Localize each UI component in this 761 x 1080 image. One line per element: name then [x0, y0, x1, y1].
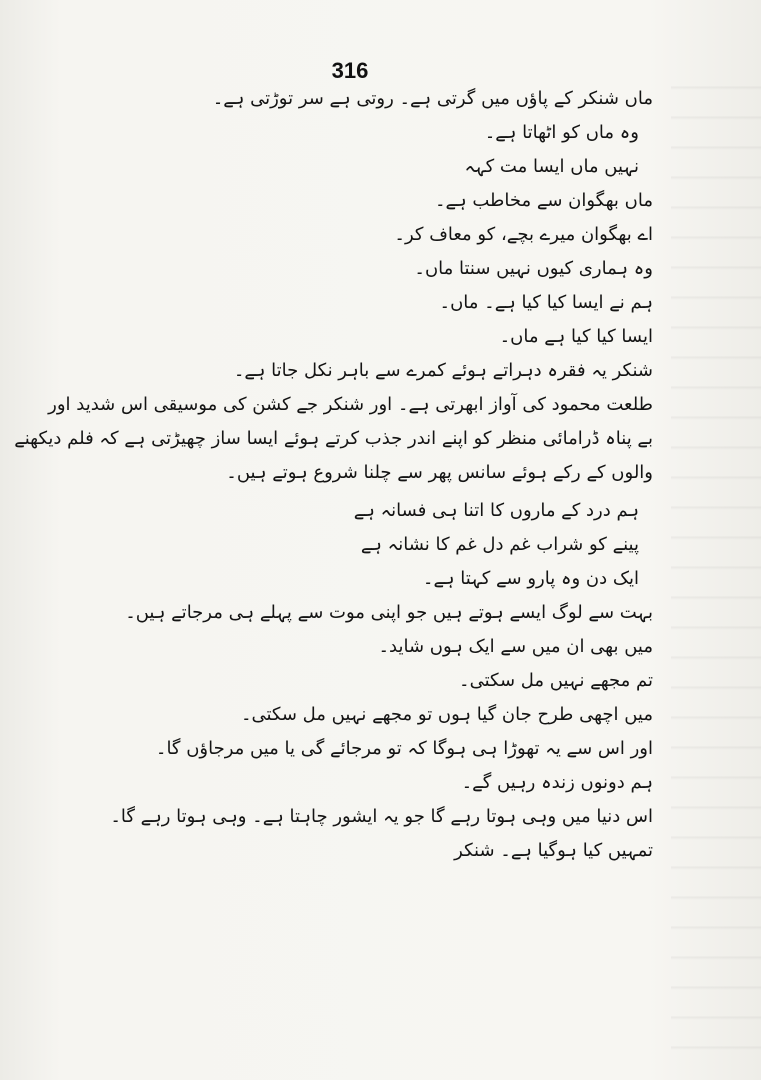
- text-line: ایک دن وہ پارو سے کہتا ہے۔: [422, 568, 639, 589]
- text-line: بے پناہ ڈرامائی منظر کو اپنے اندر جذب کرتے ہوئے ایسا ساز چھیڑتی ہے کہ فلم دیکھنے: [14, 428, 653, 449]
- text-line: ماں بھگوان سے مخاطب ہے۔: [434, 190, 653, 211]
- text-line: ایسا کیا کیا ہے ماں۔: [499, 326, 653, 347]
- text-line: تم مجھے نہیں مل سکتی۔: [459, 670, 653, 691]
- text-line: میں اچھی طرح جان گیا ہوں تو مجھے نہیں مل سکتی۔: [240, 704, 653, 725]
- text-line: ہم نے ایسا کیا کیا ہے۔ ماں۔: [439, 292, 653, 313]
- text-line: اس دنیا میں وہی ہوتا رہے گا جو یہ ایشور چاہتا ہے۔ وہی ہوتا رہے گا۔: [110, 806, 653, 827]
- text-line: شنکر یہ فقرہ دہراتے ہوئے کمرے سے باہر نکل جاتا ہے۔: [233, 360, 653, 381]
- text-line: اے بھگوان میرے بچے، کو معاف کر۔: [394, 224, 653, 245]
- text-line: وہ ماں کو اٹھاتا ہے۔: [484, 122, 639, 143]
- text-line: تمہیں کیا ہوگیا ہے۔ شنکر: [454, 840, 653, 861]
- verse-line: پینے کو شراب غم دل غم کا نشانہ ہے: [360, 534, 639, 555]
- text-line: وہ ہماری کیوں نہیں سنتا ماں۔: [414, 258, 653, 279]
- text-line: ماں شنکر کے پاؤں میں گرتی ہے۔ روتی ہے سر توڑتی ہے۔: [212, 88, 653, 109]
- text-line: طلعت محمود کی آواز ابھرتی ہے۔ اور شنکر جے کشن کی موسیقی اس شدید اور: [48, 394, 653, 415]
- text-line: والوں کے رکے ہوئے سانس پھر سے چلنا شروع ہوتے ہیں۔: [226, 462, 653, 483]
- text-line: اور اس سے یہ تھوڑا ہی ہوگا کہ تو مرجائے گی یا میں مرجاؤں گا۔: [155, 738, 653, 759]
- show-through-texture: [671, 60, 761, 1060]
- page-number: 316: [331, 58, 369, 83]
- text-line: میں بھی ان میں سے ایک ہوں شاید۔: [378, 636, 653, 657]
- text-line: نہیں ماں ایسا مت کہہ: [464, 156, 639, 177]
- text-line: بہت سے لوگ ایسے ہوتے ہیں جو اپنی موت سے پہلے ہی مرجاتے ہیں۔: [125, 602, 653, 623]
- body-text: [14, 82, 653, 868]
- verse-line: ہم درد کے ماروں کا اتنا ہی فسانہ ہے: [353, 500, 639, 521]
- text-line: ہم دونوں زندہ رہیں گے۔: [461, 772, 653, 793]
